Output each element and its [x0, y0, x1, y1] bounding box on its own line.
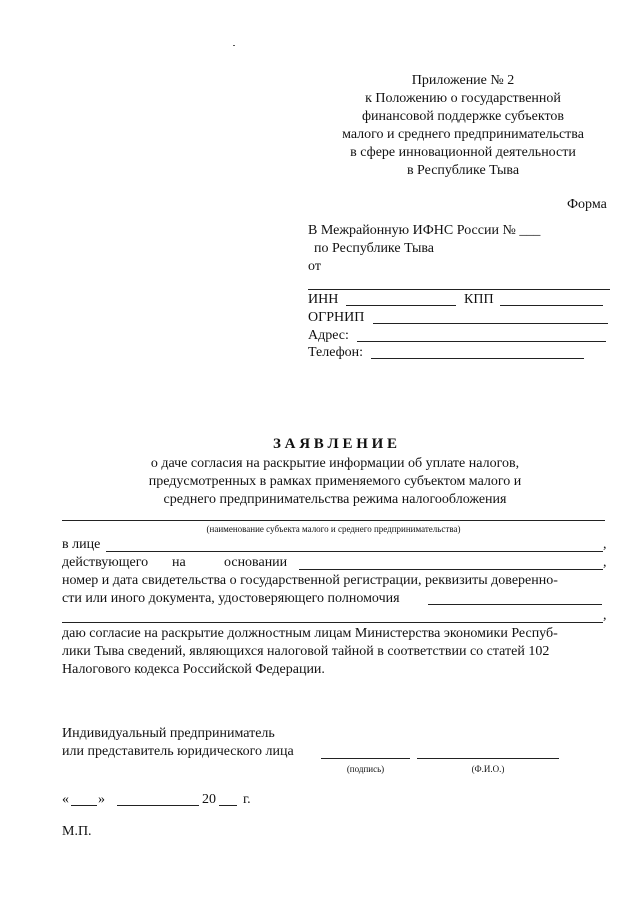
representative-field[interactable] — [106, 551, 603, 552]
acting-label: действующего — [62, 555, 149, 570]
address-label: Адрес: — [308, 328, 349, 343]
registration-text: сти или иного документа, удостоверяющего полномочия — [62, 591, 400, 606]
kpp-label: КПП — [464, 292, 494, 307]
statement-title: З А Я В Л Е Н И Е — [272, 436, 398, 452]
address-field[interactable] — [357, 341, 606, 342]
authority-doc-field[interactable] — [428, 604, 602, 605]
stamp-place: М.П. — [62, 824, 92, 839]
addressee-from-label: от — [308, 259, 321, 274]
appendix-line: малого и среднего предпринимательства — [342, 127, 584, 142]
comma: , — [603, 608, 607, 623]
appendix-line: в Республике Тыва — [406, 163, 520, 178]
entity-name-hint: (наименование субъекта малого и среднего предпринимательства) — [206, 524, 461, 534]
statement-subtitle — [0, 455, 640, 509]
basis-field[interactable] — [299, 569, 603, 570]
date-close-quote: » — [98, 792, 105, 807]
consent-text: даю согласие на раскрытие должностным лицам Министерства экономики Респуб- — [62, 626, 558, 641]
fio-hint: (Ф.И.О.) — [471, 764, 505, 774]
form-label: Форма — [567, 197, 607, 212]
date-open-quote: « — [62, 792, 69, 807]
appendix-line: финансовой поддержке субъектов — [361, 109, 565, 124]
from-field[interactable] — [308, 289, 610, 290]
signature-hint: (подпись) — [346, 764, 385, 774]
signer-label: Индивидуальный предприниматель — [62, 726, 275, 741]
scan-speck — [233, 45, 235, 46]
comma: , — [603, 537, 607, 552]
phone-field[interactable] — [371, 358, 584, 359]
consent-text: Налогового кодекса Российской Федерации. — [62, 662, 325, 677]
subtitle-line: о даче согласия на раскрытие информации об уплате налогов, — [150, 456, 520, 471]
consent-text: лики Тыва сведений, являющихся налоговой тайной в соответствии со статей 102 — [62, 644, 550, 659]
addressee-line: В Межрайонную ИФНС России № ___ — [308, 223, 541, 238]
kpp-field[interactable] — [500, 305, 603, 306]
on-label: на — [172, 555, 186, 570]
registration-text: номер и дата свидетельства о государственной регистрации, реквизиты доверенно- — [62, 573, 558, 588]
addressee-region: по Республике Тыва — [314, 241, 434, 256]
ogrnip-label: ОГРНИП — [308, 310, 365, 325]
date-month-field[interactable] — [117, 805, 199, 806]
subtitle-line: предусмотренных в рамках применяемого субъектом малого и — [148, 474, 522, 489]
date-year-prefix: 20 — [202, 792, 216, 807]
subtitle-line: среднего предпринимательства режима налогообложения — [163, 492, 507, 507]
appendix-header — [313, 72, 613, 180]
in-person-label: в лице — [62, 537, 101, 552]
authority-doc-field-2[interactable] — [62, 622, 603, 623]
inn-label: ИНН — [308, 292, 339, 307]
date-day-field[interactable] — [71, 805, 97, 806]
inn-field[interactable] — [346, 305, 456, 306]
phone-label: Телефон: — [308, 345, 364, 360]
date-year-field[interactable] — [219, 805, 237, 806]
ogrnip-field[interactable] — [373, 323, 608, 324]
appendix-title: Приложение № 2 — [411, 73, 515, 88]
appendix-line: к Положению о государственной — [365, 91, 561, 106]
entity-name-field[interactable] — [62, 520, 605, 521]
comma: , — [603, 555, 607, 570]
appendix-line: в сфере инновационной деятельности — [350, 145, 576, 160]
date-year-suffix: г. — [243, 792, 251, 807]
basis-label: основании — [224, 555, 288, 570]
fio-field[interactable] — [417, 758, 559, 759]
signer-label: или представитель юридического лица — [62, 744, 294, 759]
signature-field[interactable] — [321, 758, 410, 759]
